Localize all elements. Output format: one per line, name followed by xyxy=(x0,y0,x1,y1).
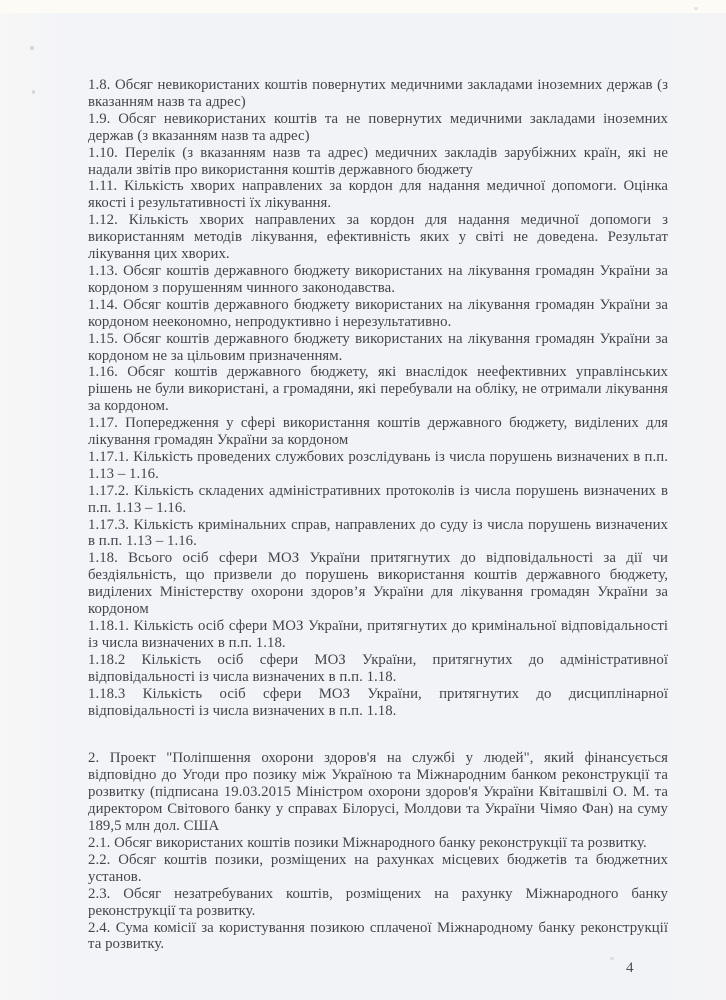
scan-speck xyxy=(694,7,698,10)
paragraph-1-15: 1.15. Обсяг коштів державного бюджету використаних на лікування громадян України за кордоном не за цільовим призначенням. xyxy=(88,330,668,364)
paragraph-1-10: 1.10. Перелік (з вказанням назв та адрес) медичних закладів зарубіжних країн, які не надали звітів про використання коштів державного бюджету xyxy=(88,144,668,178)
section-budget-items xyxy=(88,77,668,719)
paragraph-1-12: 1.12. Кількість хворих направлених за кордон для надання медичної допомоги з використанням методів лікування, ефективність яких у світі не доведена. Результат лікування цих хворих. xyxy=(88,212,668,263)
paragraph-1-17-3: 1.17.3. Кількість кримінальних справ, направлених до суду із числа порушень визначених в п.п. 1.13 – 1.16. xyxy=(88,516,668,550)
paragraph-2-4: 2.4. Сума комісії за користування позикою сплаченої Міжнародному банку реконструкції та розвитку. xyxy=(88,919,668,953)
paragraph-1-18-1: 1.18.1. Кількість осіб сфери МОЗ України, притягнутих до кримінальної відповідальності із числа визначених в п.п. 1.18. xyxy=(88,618,668,651)
paragraph-2-2: 2.2. Обсяг коштів позики, розміщених на рахунках місцевих бюджетів та бюджетних установ. xyxy=(88,851,668,885)
paragraph-1-9: 1.9. Обсяг невикористаних коштів та не повернутих медичними закладами іноземних держав (з вказанням назв та адрес) xyxy=(88,110,668,144)
paragraph-1-13: 1.13. Обсяг коштів державного бюджету використаних на лікування громадян України за кордоном з порушенням чинного законодавства. xyxy=(88,262,668,296)
paragraph-1-8: 1.8. Обсяг невикористаних коштів повернутих медичними закладами іноземних держав (з вказанням назв та адрес) xyxy=(88,77,668,110)
scan-speck xyxy=(610,957,614,960)
section-project-loan xyxy=(88,750,668,953)
paragraph-1-14: 1.14. Обсяг коштів державного бюджету використаних на лікування громадян України за кордоном неекономно, непродуктивно і нерезультативно. xyxy=(88,296,668,330)
paragraph-1-17: 1.17. Попередження у сфері використання коштів державного бюджету, виділених для лікування громадян України за кордоном xyxy=(88,415,668,449)
paragraph-1-17-2: 1.17.2. Кількість складених адміністративних протоколів із числа порушень визначених в п.п. 1.13 – 1.16. xyxy=(88,482,668,516)
paragraph-1-11: 1.11. Кількість хворих направлених за кордон для надання медичної допомоги. Оцінка якості і результативності їх лікування. xyxy=(88,178,668,212)
paragraph-2-3: 2.3. Обсяг незатребуваних коштів, розміщених на рахунку Міжнародного банку реконструкції та розвитку. xyxy=(88,885,668,919)
paragraph-1-18-3: 1.18.3 Кількість осіб сфери МОЗ України, притягнутих до дисциплінарної відповідальності із числа визначених в п.п. 1.18. xyxy=(88,685,668,719)
scan-speck xyxy=(30,46,34,50)
paper-surface xyxy=(0,13,726,1000)
text-block xyxy=(88,77,668,953)
paragraph-2-1: 2.1. Обсяг використаних коштів позики Міжнародного банку реконструкції та розвитку. xyxy=(88,834,647,851)
paragraph-2: 2. Проект "Поліпшення охорони здоров'я на службі у людей", який фінансується відповідно до Угоди про позику між Україною та Міжнародним банком реконструкції та розвитку (підписана 19.03.2015 Міністром охорони здоров'я України Квіташвілі О. М. та директором Світового банку у справах Білорусі, Молдови та України Чімяо Фан) на суму 189,5 млн дол. США xyxy=(88,750,668,835)
scan-speck xyxy=(32,90,35,94)
page-number: 4 xyxy=(626,960,634,976)
paragraph-1-18: 1.18. Всього осіб сфери МОЗ України притягнутих до відповідальності за дії чи бездіяльність, що призвели до порушень використання коштів державного бюджету, виділених Міністерству охорони здоров’я України для лікування громадян України за кордоном xyxy=(88,550,668,618)
paragraph-1-16: 1.16. Обсяг коштів державного бюджету, які внаслідок неефективних управлінських рішень не були використані, а громадяни, які перебували на обліку, не отримали лікування за кордоном. xyxy=(88,364,668,415)
paragraph-1-17-1: 1.17.1. Кількість проведених службових розслідувань із числа порушень визначених в п.п. 1.13 – 1.16. xyxy=(88,448,668,482)
paragraph-1-18-2: 1.18.2 Кількість осіб сфери МОЗ України, притягнутих до адміністративної відповідальності із числа визначених в п.п. 1.18. xyxy=(88,651,668,685)
scan-top-edge xyxy=(0,0,726,14)
